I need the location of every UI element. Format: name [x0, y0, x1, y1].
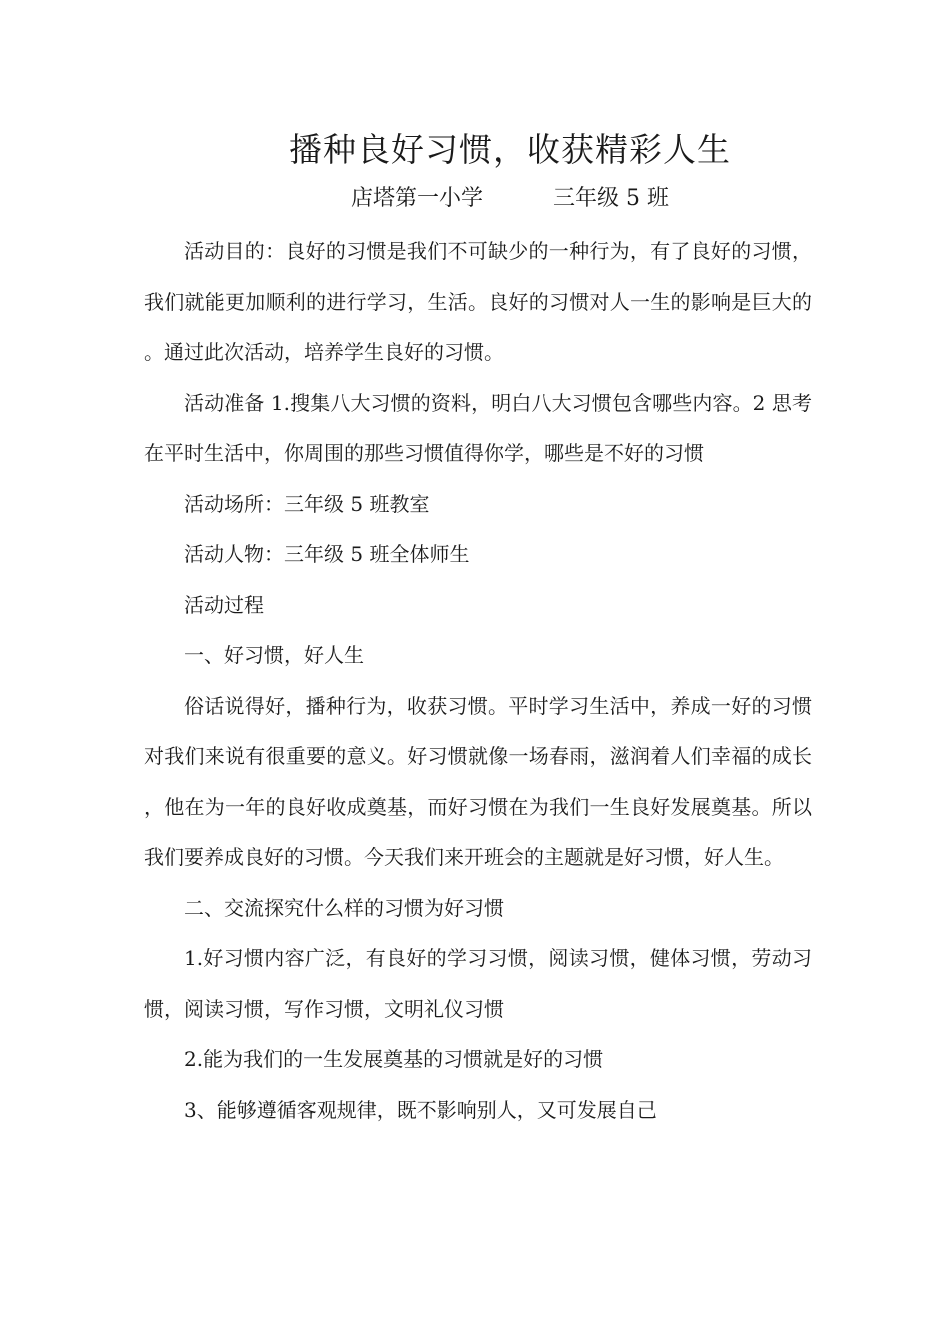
section-heading-2: 二、交流探究什么样的习惯为好习惯 — [184, 895, 504, 920]
section-heading-1: 一、好习惯，好人生 — [184, 643, 364, 667]
paragraph-process-heading: 活动过程 — [184, 592, 264, 617]
paragraph-purpose: 活动目的：良好的习惯是我们不可缺少的一种行为，有了良好的习惯，我们就能更加顺利的进行学习，生活。良好的习惯对人一生的影响是巨大的。通过此次活动，培养学生良好的习惯。 — [144, 239, 812, 364]
paragraph-preparation: 活动准备 1.搜集八大习惯的资料，明白八大习惯包含哪些内容。2 思考在平时生活中，你周围的那些习惯值得你学，哪些是不好的习惯 — [144, 390, 812, 465]
list-item-2: 2.能为我们的一生发展奠基的习惯就是好的习惯 — [184, 1047, 604, 1071]
document-subtitle: 店塔第一小学 三年级 5 班 — [351, 186, 669, 211]
list-item-1: 1.好习惯内容广泛，有良好的学习习惯，阅读习惯，健体习惯，劳动习惯，阅读习惯，写作习惯，文明礼仪习惯 — [144, 946, 812, 1021]
paragraph-section-1: 俗话说得好，播种行为，收获习惯。平时学习生活中，养成一好的习惯对我们来说有很重要的意义。好习惯就像一场春雨，滋润着人们幸福的成长，他在为一年的良好收成奠基，而好习惯在为我们一生良好发展奠基。所以我们要养成良好的习惯。今天我们来开班会的主题就是好习惯，好人生。 — [144, 693, 812, 869]
document-body — [144, 226, 812, 1135]
list-item-3: 3、能够遵循客观规律，既不影响别人，又可发展自己 — [184, 1097, 657, 1122]
paragraph-location: 活动场所：三年级 5 班教室 — [184, 491, 430, 516]
paragraph-participants: 活动人物：三年级 5 班全体师生 — [184, 542, 470, 566]
document-title: 播种良好习惯，收获精彩人生 — [289, 130, 731, 169]
